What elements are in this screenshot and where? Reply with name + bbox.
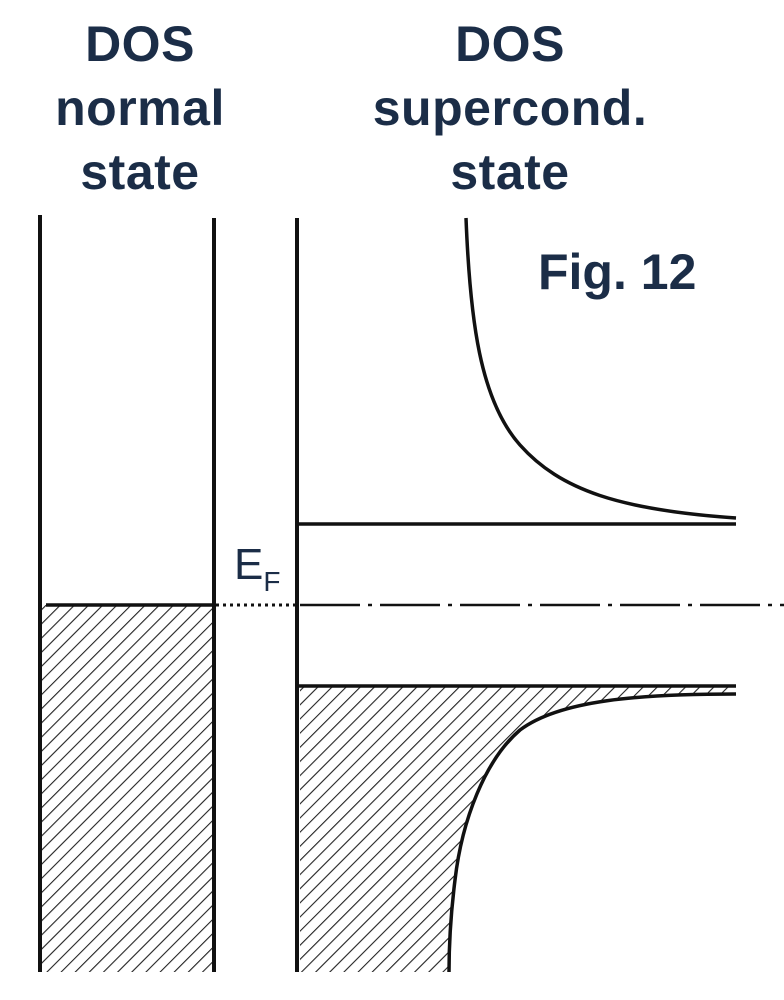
normal-title-line-1: DOS [85, 16, 195, 72]
super-filled-states-hatch [300, 686, 736, 972]
normal-state-panel [40, 215, 214, 972]
normal-title-line-2: normal [55, 80, 225, 136]
upper-dos-divergence-curve [466, 218, 736, 518]
super-title-line-2: supercond. [372, 80, 648, 136]
super-title-line-1: DOS [455, 16, 565, 72]
super-title-line-3: state [450, 144, 570, 200]
figure-number: Fig. 12 [538, 244, 697, 300]
normal-title-line-3: state [80, 144, 200, 200]
fermi-level-symbol: E [234, 540, 264, 589]
fermi-level-subscript: F [263, 566, 281, 597]
normal-filled-states-hatch [40, 605, 214, 972]
superconducting-state-panel [297, 218, 784, 972]
